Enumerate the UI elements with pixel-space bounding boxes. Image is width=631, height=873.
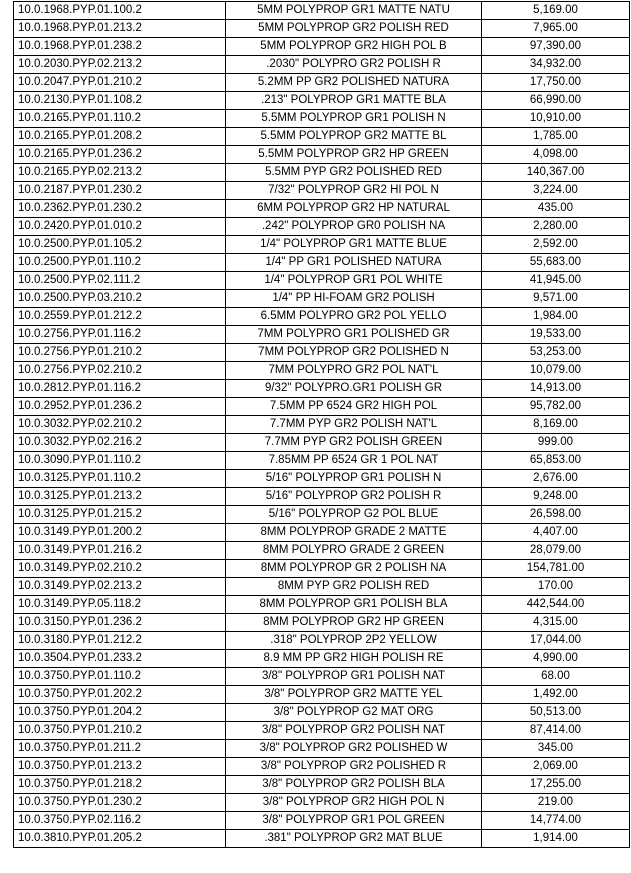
- item-amount-cell: 50,513.00: [482, 704, 630, 722]
- table-row: [14, 362, 630, 380]
- table-row: [14, 326, 630, 344]
- table-row: [14, 650, 630, 668]
- item-description-cell: 7MM POLYPRO GR2 POL NAT'L: [226, 362, 482, 380]
- item-code-cell: 10.0.3125.PYP.01.213.2: [14, 488, 226, 506]
- table-row: [14, 632, 630, 650]
- table-row: [14, 272, 630, 290]
- inventory-table-body: [14, 2, 630, 848]
- item-description-cell: 1/4" POLYPROP GR1 POL WHITE: [226, 272, 482, 290]
- item-description-cell: 7.5MM PP 6524 GR2 HIGH POL: [226, 398, 482, 416]
- item-code-cell: 10.0.2047.PYP.01.210.2: [14, 74, 226, 92]
- item-description-cell: 6MM POLYPROP GR2 HP NATURAL: [226, 200, 482, 218]
- table-row: [14, 200, 630, 218]
- item-description-cell: .2030" POLYPRO GR2 POLISH R: [226, 56, 482, 74]
- table-row: [14, 614, 630, 632]
- item-code-cell: 10.0.3149.PYP.01.200.2: [14, 524, 226, 542]
- item-description-cell: 7.7MM PYP GR2 POLISH GREEN: [226, 434, 482, 452]
- table-row: [14, 416, 630, 434]
- table-row: [14, 146, 630, 164]
- item-amount-cell: 345.00: [482, 740, 630, 758]
- table-row: [14, 830, 630, 848]
- item-description-cell: 3/8" POLYPROP GR2 POLISHED W: [226, 740, 482, 758]
- item-code-cell: 10.0.2756.PYP.02.210.2: [14, 362, 226, 380]
- item-code-cell: 10.0.2559.PYP.01.212.2: [14, 308, 226, 326]
- item-amount-cell: 17,255.00: [482, 776, 630, 794]
- item-amount-cell: 442,544.00: [482, 596, 630, 614]
- table-row: [14, 560, 630, 578]
- table-row: [14, 236, 630, 254]
- item-code-cell: 10.0.2165.PYP.01.208.2: [14, 128, 226, 146]
- item-amount-cell: 2,676.00: [482, 470, 630, 488]
- item-code-cell: 10.0.2500.PYP.03.210.2: [14, 290, 226, 308]
- item-description-cell: 7MM POLYPROP GR2 POLISHED N: [226, 344, 482, 362]
- item-amount-cell: 19,533.00: [482, 326, 630, 344]
- item-description-cell: 7.7MM PYP GR2 POLISH NAT'L: [226, 416, 482, 434]
- item-amount-cell: 219.00: [482, 794, 630, 812]
- item-code-cell: 10.0.3750.PYP.01.110.2: [14, 668, 226, 686]
- table-row: [14, 218, 630, 236]
- item-description-cell: 8MM POLYPROP GR2 HP GREEN: [226, 614, 482, 632]
- table-row: [14, 290, 630, 308]
- item-code-cell: 10.0.2500.PYP.02.111.2: [14, 272, 226, 290]
- item-amount-cell: 9,248.00: [482, 488, 630, 506]
- item-description-cell: 3/8" POLYPROP G2 MAT ORG: [226, 704, 482, 722]
- item-description-cell: 8MM POLYPROP GRADE 2 MATTE: [226, 524, 482, 542]
- item-amount-cell: 154,781.00: [482, 560, 630, 578]
- item-code-cell: 10.0.3090.PYP.01.110.2: [14, 452, 226, 470]
- table-row: [14, 596, 630, 614]
- item-description-cell: .318" POLYPROP 2P2 YELLOW: [226, 632, 482, 650]
- item-code-cell: 10.0.2187.PYP.01.230.2: [14, 182, 226, 200]
- table-row: [14, 578, 630, 596]
- table-row: [14, 794, 630, 812]
- item-amount-cell: 95,782.00: [482, 398, 630, 416]
- item-code-cell: 10.0.2952.PYP.01.236.2: [14, 398, 226, 416]
- item-description-cell: 5MM POLYPROP GR2 POLISH RED: [226, 20, 482, 38]
- item-description-cell: 5/16" POLYPROP GR2 POLISH R: [226, 488, 482, 506]
- item-description-cell: 5MM POLYPROP GR1 MATTE NATU: [226, 2, 482, 20]
- item-code-cell: 10.0.2362.PYP.01.230.2: [14, 200, 226, 218]
- table-row: [14, 506, 630, 524]
- item-amount-cell: 4,990.00: [482, 650, 630, 668]
- item-description-cell: 8MM POLYPROP GR1 POLISH BLA: [226, 596, 482, 614]
- item-description-cell: 3/8" POLYPROP GR2 POLISH NAT: [226, 722, 482, 740]
- table-row: [14, 2, 630, 20]
- item-amount-cell: 66,990.00: [482, 92, 630, 110]
- table-row: [14, 668, 630, 686]
- table-row: [14, 812, 630, 830]
- item-amount-cell: 65,853.00: [482, 452, 630, 470]
- item-description-cell: 1/4" POLYPROP GR1 MATTE BLUE: [226, 236, 482, 254]
- table-row: [14, 758, 630, 776]
- item-code-cell: 10.0.3750.PYP.01.213.2: [14, 758, 226, 776]
- item-description-cell: 5.5MM PYP GR2 POLISHED RED: [226, 164, 482, 182]
- item-description-cell: 9/32" POLYPRO.GR1 POLISH GR: [226, 380, 482, 398]
- item-amount-cell: 34,932.00: [482, 56, 630, 74]
- item-code-cell: 10.0.2130.PYP.01.108.2: [14, 92, 226, 110]
- item-description-cell: 3/8" POLYPROP GR2 MATTE YEL: [226, 686, 482, 704]
- item-description-cell: .381" POLYPROP GR2 MAT BLUE: [226, 830, 482, 848]
- item-amount-cell: 4,098.00: [482, 146, 630, 164]
- item-amount-cell: 999.00: [482, 434, 630, 452]
- item-description-cell: 1/4" PP GR1 POLISHED NATURA: [226, 254, 482, 272]
- item-code-cell: 10.0.2165.PYP.02.213.2: [14, 164, 226, 182]
- table-row: [14, 686, 630, 704]
- item-code-cell: 10.0.2420.PYP.01.010.2: [14, 218, 226, 236]
- item-code-cell: 10.0.3149.PYP.02.213.2: [14, 578, 226, 596]
- item-amount-cell: 4,315.00: [482, 614, 630, 632]
- item-code-cell: 10.0.2756.PYP.01.210.2: [14, 344, 226, 362]
- item-amount-cell: 53,253.00: [482, 344, 630, 362]
- item-code-cell: 10.0.3750.PYP.01.218.2: [14, 776, 226, 794]
- item-description-cell: 6.5MM POLYPRO GR2 POL YELLO: [226, 308, 482, 326]
- item-amount-cell: 68.00: [482, 668, 630, 686]
- table-row: [14, 110, 630, 128]
- item-description-cell: .242" POLYPROP GR0 POLISH NA: [226, 218, 482, 236]
- item-amount-cell: 170.00: [482, 578, 630, 596]
- item-description-cell: 3/8" POLYPROP GR2 POLISH BLA: [226, 776, 482, 794]
- item-description-cell: 8.9 MM PP GR2 HIGH POLISH RE: [226, 650, 482, 668]
- table-row: [14, 452, 630, 470]
- item-description-cell: 5/16" POLYPROP G2 POL BLUE: [226, 506, 482, 524]
- item-amount-cell: 7,965.00: [482, 20, 630, 38]
- item-amount-cell: 87,414.00: [482, 722, 630, 740]
- item-code-cell: 10.0.1968.PYP.01.238.2: [14, 38, 226, 56]
- item-code-cell: 10.0.3810.PYP.01.205.2: [14, 830, 226, 848]
- item-description-cell: 5.5MM POLYPROP GR1 POLISH N: [226, 110, 482, 128]
- item-code-cell: 10.0.3180.PYP.01.212.2: [14, 632, 226, 650]
- item-amount-cell: 14,774.00: [482, 812, 630, 830]
- item-description-cell: 7.85MM PP 6524 GR 1 POL NAT: [226, 452, 482, 470]
- item-description-cell: 3/8" POLYPROP GR2 HIGH POL N: [226, 794, 482, 812]
- table-row: [14, 542, 630, 560]
- item-description-cell: .213" POLYPROP GR1 MATTE BLA: [226, 92, 482, 110]
- item-amount-cell: 1,492.00: [482, 686, 630, 704]
- table-row: [14, 182, 630, 200]
- item-amount-cell: 8,169.00: [482, 416, 630, 434]
- item-description-cell: 5/16" POLYPROP GR1 POLISH N: [226, 470, 482, 488]
- item-code-cell: 10.0.3032.PYP.02.210.2: [14, 416, 226, 434]
- item-code-cell: 10.0.3504.PYP.01.233.2: [14, 650, 226, 668]
- table-row: [14, 20, 630, 38]
- item-code-cell: 10.0.3149.PYP.05.118.2: [14, 596, 226, 614]
- item-amount-cell: 5,169.00: [482, 2, 630, 20]
- item-amount-cell: 55,683.00: [482, 254, 630, 272]
- item-amount-cell: 2,280.00: [482, 218, 630, 236]
- item-amount-cell: 4,407.00: [482, 524, 630, 542]
- inventory-table: [13, 1, 630, 848]
- item-description-cell: 3/8" POLYPROP GR2 POLISHED R: [226, 758, 482, 776]
- item-code-cell: 10.0.2030.PYP.02.213.2: [14, 56, 226, 74]
- item-description-cell: 5.5MM POLYPROP GR2 HP GREEN: [226, 146, 482, 164]
- table-row: [14, 308, 630, 326]
- item-code-cell: 10.0.2812.PYP.01.116.2: [14, 380, 226, 398]
- table-row: [14, 344, 630, 362]
- item-amount-cell: 14,913.00: [482, 380, 630, 398]
- item-amount-cell: 3,224.00: [482, 182, 630, 200]
- item-amount-cell: 17,044.00: [482, 632, 630, 650]
- item-code-cell: 10.0.3149.PYP.02.210.2: [14, 560, 226, 578]
- item-code-cell: 10.0.3750.PYP.01.230.2: [14, 794, 226, 812]
- item-code-cell: 10.0.3750.PYP.01.211.2: [14, 740, 226, 758]
- item-code-cell: 10.0.3149.PYP.01.216.2: [14, 542, 226, 560]
- item-amount-cell: 1,984.00: [482, 308, 630, 326]
- table-row: [14, 776, 630, 794]
- table-row: [14, 740, 630, 758]
- item-amount-cell: 9,571.00: [482, 290, 630, 308]
- item-amount-cell: 17,750.00: [482, 74, 630, 92]
- item-code-cell: 10.0.3125.PYP.01.110.2: [14, 470, 226, 488]
- table-row: [14, 722, 630, 740]
- item-amount-cell: 41,945.00: [482, 272, 630, 290]
- item-code-cell: 10.0.3150.PYP.01.236.2: [14, 614, 226, 632]
- table-row: [14, 38, 630, 56]
- item-code-cell: 10.0.2500.PYP.01.110.2: [14, 254, 226, 272]
- table-row: [14, 398, 630, 416]
- item-amount-cell: 10,079.00: [482, 362, 630, 380]
- item-amount-cell: 2,069.00: [482, 758, 630, 776]
- item-amount-cell: 2,592.00: [482, 236, 630, 254]
- item-description-cell: 1/4" PP HI-FOAM GR2 POLISH: [226, 290, 482, 308]
- item-description-cell: 7/32" POLYPROP GR2 HI POL N: [226, 182, 482, 200]
- item-amount-cell: 435.00: [482, 200, 630, 218]
- item-code-cell: 10.0.3750.PYP.02.116.2: [14, 812, 226, 830]
- table-row: [14, 254, 630, 272]
- item-code-cell: 10.0.2165.PYP.01.236.2: [14, 146, 226, 164]
- table-row: [14, 488, 630, 506]
- table-row: [14, 74, 630, 92]
- item-description-cell: 5.5MM POLYPROP GR2 MATTE BL: [226, 128, 482, 146]
- item-amount-cell: 28,079.00: [482, 542, 630, 560]
- item-code-cell: 10.0.2756.PYP.01.116.2: [14, 326, 226, 344]
- item-amount-cell: 97,390.00: [482, 38, 630, 56]
- table-row: [14, 434, 630, 452]
- table-row: [14, 470, 630, 488]
- item-description-cell: 5MM POLYPROP GR2 HIGH POL B: [226, 38, 482, 56]
- table-row: [14, 380, 630, 398]
- item-code-cell: 10.0.2165.PYP.01.110.2: [14, 110, 226, 128]
- table-row: [14, 524, 630, 542]
- item-code-cell: 10.0.1968.PYP.01.100.2: [14, 2, 226, 20]
- item-description-cell: 3/8" POLYPROP GR1 POLISH NAT: [226, 668, 482, 686]
- item-description-cell: 8MM POLYPROP GR 2 POLISH NA: [226, 560, 482, 578]
- item-description-cell: 5.2MM PP GR2 POLISHED NATURA: [226, 74, 482, 92]
- item-code-cell: 10.0.3750.PYP.01.210.2: [14, 722, 226, 740]
- item-description-cell: 7MM POLYPRO GR1 POLISHED GR: [226, 326, 482, 344]
- item-amount-cell: 1,914.00: [482, 830, 630, 848]
- table-row: [14, 164, 630, 182]
- item-code-cell: 10.0.3750.PYP.01.202.2: [14, 686, 226, 704]
- item-code-cell: 10.0.3032.PYP.02.216.2: [14, 434, 226, 452]
- table-row: [14, 92, 630, 110]
- item-code-cell: 10.0.3125.PYP.01.215.2: [14, 506, 226, 524]
- item-amount-cell: 140,367.00: [482, 164, 630, 182]
- item-amount-cell: 1,785.00: [482, 128, 630, 146]
- item-amount-cell: 10,910.00: [482, 110, 630, 128]
- item-description-cell: 3/8" POLYPROP GR1 POL GREEN: [226, 812, 482, 830]
- table-row: [14, 704, 630, 722]
- item-code-cell: 10.0.3750.PYP.01.204.2: [14, 704, 226, 722]
- item-code-cell: 10.0.2500.PYP.01.105.2: [14, 236, 226, 254]
- item-amount-cell: 26,598.00: [482, 506, 630, 524]
- table-row: [14, 56, 630, 74]
- table-row: [14, 128, 630, 146]
- item-code-cell: 10.0.1968.PYP.01.213.2: [14, 20, 226, 38]
- item-description-cell: 8MM PYP GR2 POLISH RED: [226, 578, 482, 596]
- item-description-cell: 8MM POLYPRO GRADE 2 GREEN: [226, 542, 482, 560]
